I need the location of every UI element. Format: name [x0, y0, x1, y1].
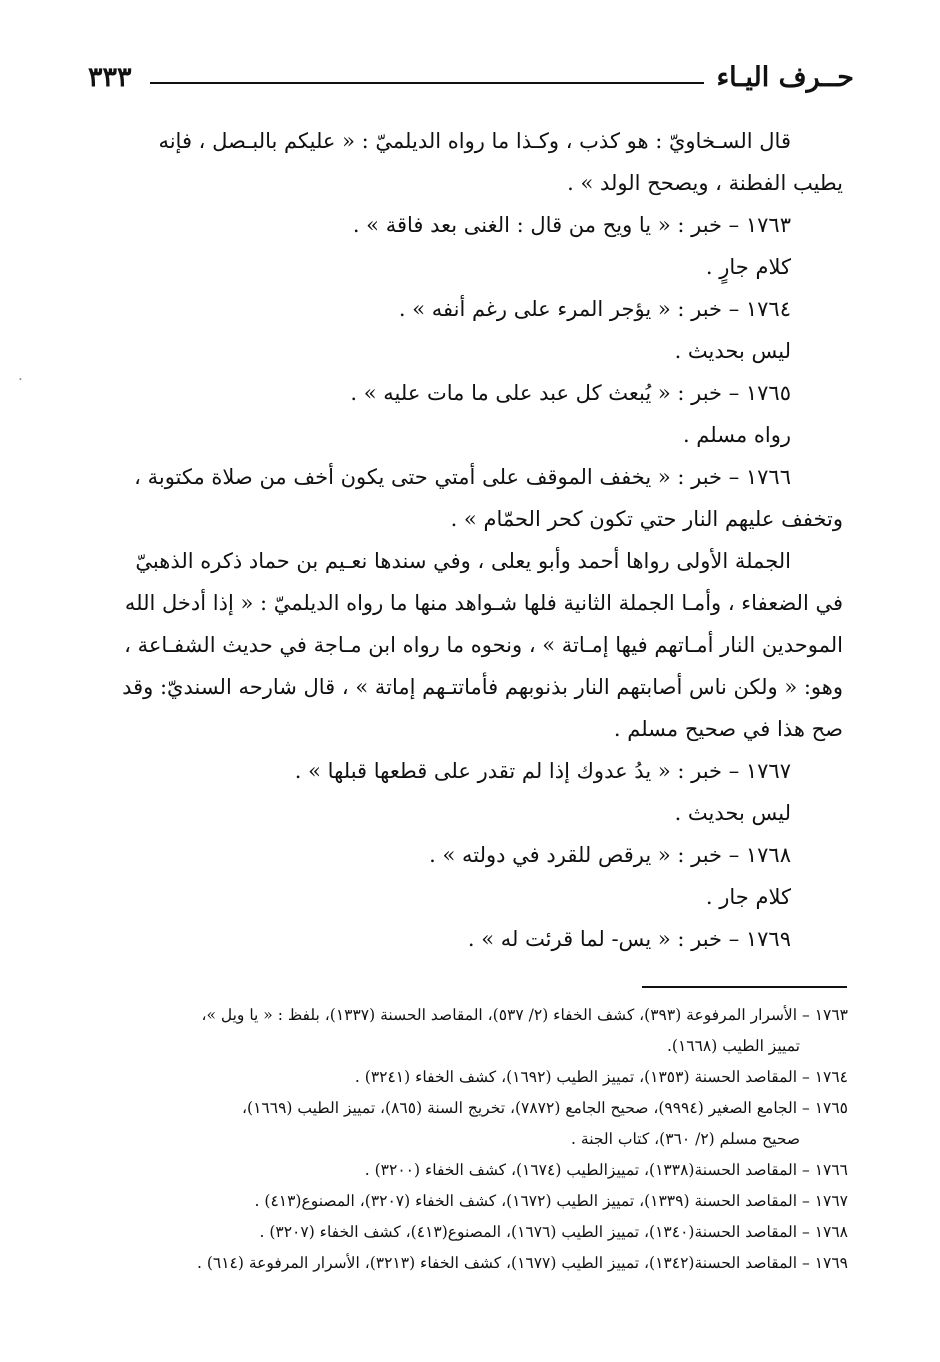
running-header [88, 60, 854, 104]
comment-line: رواه مسلم . [682, 423, 791, 447]
text-line: يطيب الفطنة ، ويصحح الولد » . [567, 171, 843, 195]
chapter-title: حــرف اليـاء [716, 62, 854, 93]
entry-1767: ١٧٦٧ – خبر : « يدُ عدوك إذا لم تقدر على قطعها قبلها » . [294, 759, 791, 783]
entry-1763: ١٧٦٣ – خبر : « يا ويح من قال : الغنى بعد فاقة » . [352, 213, 791, 237]
footnote: ١٧٦٦ – المقاصد الحسنة(١٣٣٨)، تمييزالطيب (١٦٧٤)، كشف الخفاء (٣٢٠٠) . [364, 1161, 848, 1179]
footnote-rule [642, 986, 847, 988]
footnote-continuation: صحيح مسلم (٢/ ٣٦٠)، كتاب الجنة . [571, 1130, 800, 1148]
entry-1766: ١٧٦٦ – خبر : « يخفف الموقف على أمتي حتى يكون أخف من صلاة مكتوبة ، [134, 465, 791, 489]
footnote: ١٧٦٨ – المقاصد الحسنة(١٣٤٠)، تمييز الطيب (١٦٧٦)، المصنوع(٤١٣)، كشف الخفاء (٣٢٠٧) . [259, 1223, 848, 1241]
page-number: ٣٣٣ [88, 62, 132, 93]
footnote-continuation: تمييز الطيب (١٦٦٨). [666, 1037, 800, 1055]
footnote: ١٧٦٥ – الجامع الصغير (٩٩٩٤)، صحيح الجامع (٧٨٧٢)، تخريج السنة (٨٦٥)، تمييز الطيب (١٦٦٩)، [242, 1099, 848, 1117]
footnotes [108, 1000, 848, 1279]
comment-line: ليس بحديث . [674, 801, 791, 825]
text-line: قال السـخاويّ : هو كذب ، وكـذا ما رواه الديلميّ : « عليكم بالبـصل ، فإنه [158, 129, 791, 153]
text-line: الموحدين النار أمـاتهم فيها إمـاتة » ، ونحوه ما رواه ابن مـاجة في حديث الشفـاعة ، [124, 633, 843, 657]
footnote: ١٧٦٤ – المقاصد الحسنة (١٣٥٣)، تمييز الطيب (١٦٩٢)، كشف الخفاء (٣٢٤١) . [354, 1068, 848, 1086]
text-line: في الضعفاء ، وأمـا الجملة الثانية فلها شـواهد منها ما رواه الديلميّ : « إذا أدخل الله [124, 591, 843, 615]
header-rule [150, 82, 704, 84]
text-line: الجملة الأولى رواها أحمد وأبو يعلى ، وفي سندها نعـيم بن حماد ذكره الذهبيّ [135, 549, 791, 573]
entry-1764: ١٧٦٤ – خبر : « يؤجر المرء على رغم أنفه » . [398, 297, 791, 321]
entry-1765: ١٧٦٥ – خبر : « يُبعث كل عبد على ما مات عليه » . [350, 381, 791, 405]
footnote: ١٧٦٣ – الأسرار المرفوعة (٣٩٣)، كشف الخفاء (٢/ ٥٣٧)، المقاصد الحسنة (١٣٣٧)، بلفظ : « يا ويل »، [201, 1006, 848, 1024]
text-line: وتخفف عليهم النار حتي تكون كحر الحمّام » . [450, 507, 843, 531]
footnote: ١٧٦٧ – المقاصد الحسنة (١٣٣٩)، تمييز الطيب (١٦٧٢)، كشف الخفاء (٣٢٠٧)، المصنوع(٤١٣) . [254, 1192, 848, 1210]
comment-line: ليس بحديث . [674, 339, 791, 363]
main-text [108, 120, 843, 960]
footnote: ١٧٦٩ – المقاصد الحسنة(١٣٤٢)، تمييز الطيب (١٦٧٧)، كشف الخفاء (٣٢١٣)، الأسرار المرفوعة (٦١٤) . [196, 1254, 848, 1272]
text-line: صح هذا في صحيح مسلم . [613, 717, 843, 741]
entry-1769: ١٧٦٩ – خبر : « يس- لما قرئت له » . [467, 927, 791, 951]
entry-1768: ١٧٦٨ – خبر : « يرقص للقرد في دولته » . [429, 843, 791, 867]
comment-line: كلام جار . [705, 885, 791, 909]
comment-line: كلام جارٍ . [705, 255, 791, 279]
text-line: وهو: « ولكن ناس أصابتهم النار بذنوبهم فأماتتـهم إماتة » ، قال شارحه السنديّ: وقد [122, 675, 843, 699]
